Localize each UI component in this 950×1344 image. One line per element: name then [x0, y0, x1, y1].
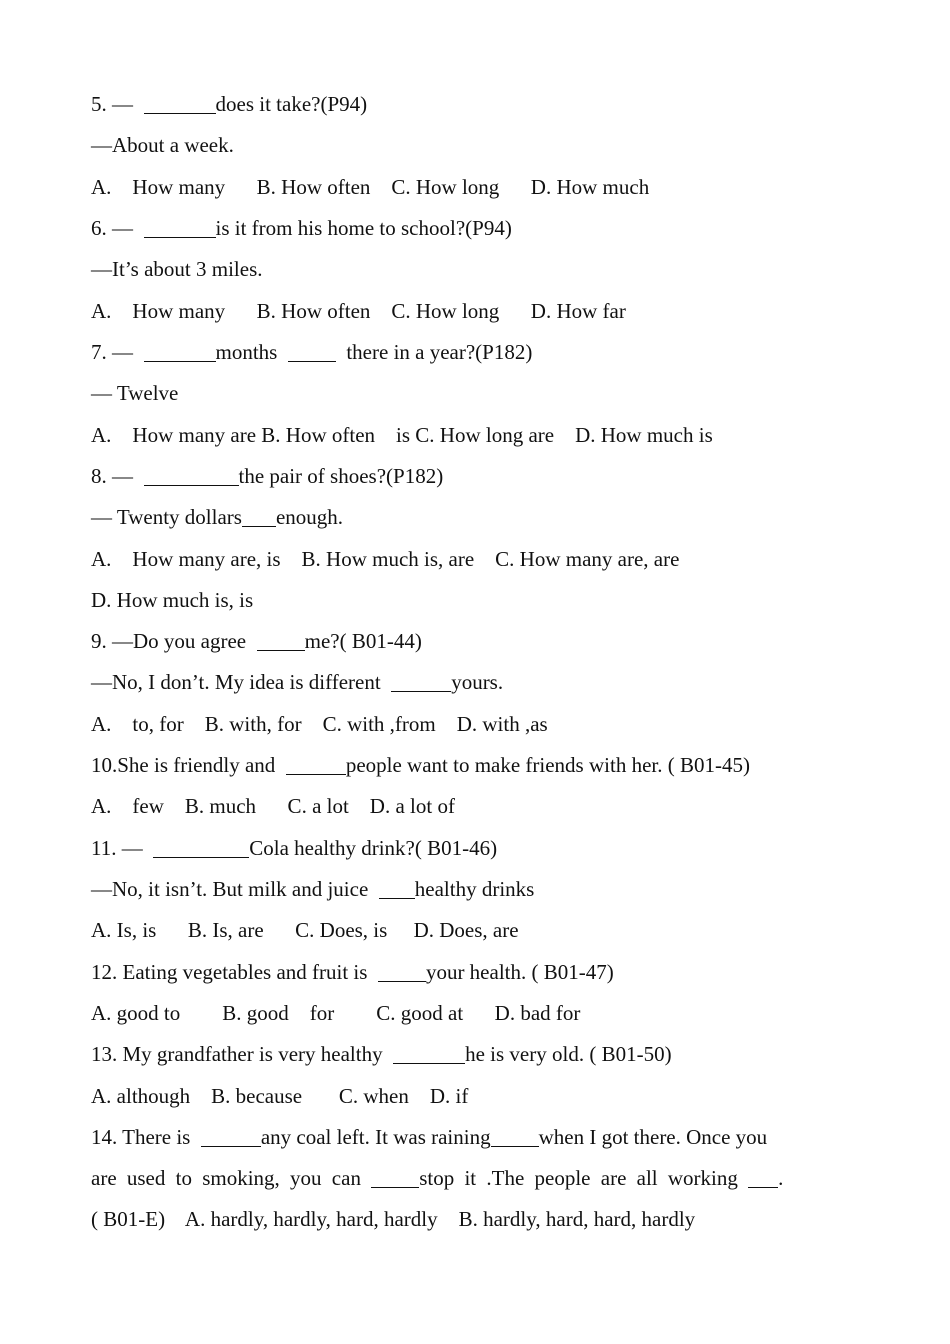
question-12	[91, 960, 614, 984]
question-stem: are used to smoking, you can	[91, 1166, 372, 1190]
question-stem: there in a year?(P182)	[335, 340, 533, 364]
question-11	[91, 836, 497, 860]
question-12-options: A. good to B. good for C. good at D. bad for	[91, 1001, 581, 1025]
question-5	[91, 92, 367, 116]
answer-blank[interactable]	[748, 1167, 778, 1188]
question-14-cont	[91, 1166, 783, 1190]
answer-blank[interactable]	[144, 465, 239, 486]
question-stem: is it from his home to school?(P94)	[215, 216, 512, 240]
question-7-options: A. How many are B. How often is C. How long are D. How much is	[91, 423, 713, 447]
question-9	[91, 629, 422, 653]
question-14-options: ( B01-E) A. hardly, hardly, hard, hardly B. hardly, hard, hard, hardly	[91, 1207, 696, 1231]
question-13-options: A. although B. because C. when D. if	[91, 1084, 469, 1108]
answer-text: yours.	[451, 670, 504, 694]
question-9-answer	[91, 670, 503, 694]
question-number: 14. There is	[91, 1125, 201, 1149]
question-stem: does it take?(P94)	[215, 92, 368, 116]
question-stem: he is very old. ( B01-50)	[465, 1042, 672, 1066]
answer-blank[interactable]	[371, 1167, 419, 1188]
question-stem: stop it .The people are all working	[419, 1166, 749, 1190]
question-8-options: A. How many are, is B. How much is, are C. How many are, are	[91, 547, 680, 571]
question-stem: the pair of shoes?(P182)	[238, 464, 444, 488]
question-number: 6. —	[91, 216, 144, 240]
answer-text: healthy drinks	[414, 877, 535, 901]
answer-blank[interactable]	[242, 506, 276, 527]
answer-text: —No, it isn’t. But milk and juice	[91, 877, 379, 901]
question-7	[91, 340, 532, 364]
answer-blank[interactable]	[391, 671, 451, 692]
question-8-options-cont: D. How much is, is	[91, 588, 254, 612]
question-number: 13. My grandfather is very healthy	[91, 1042, 394, 1066]
answer-blank[interactable]	[144, 341, 216, 362]
question-9-options: A. to, for B. with, for C. with ,from D. with ,as	[91, 712, 548, 736]
answer-blank[interactable]	[286, 754, 346, 775]
answer-blank[interactable]	[393, 1043, 465, 1064]
question-10-options: A. few B. much C. a lot D. a lot of	[91, 794, 455, 818]
question-number: 8. —	[91, 464, 144, 488]
question-number: 9. —Do you agree	[91, 629, 257, 653]
answer-blank[interactable]	[144, 217, 216, 238]
answer-blank[interactable]	[144, 93, 216, 114]
question-13	[91, 1042, 672, 1066]
question-11-answer	[91, 877, 534, 901]
question-5-answer: —About a week.	[91, 133, 234, 157]
answer-blank[interactable]	[201, 1126, 261, 1147]
question-10	[91, 753, 750, 777]
question-stem: people want to make friends with her. ( B01-45)	[345, 753, 750, 777]
question-11-options: A. Is, is B. Is, are C. Does, is D. Does, are	[91, 918, 519, 942]
question-stem: .	[778, 1166, 784, 1190]
question-number: 7. —	[91, 340, 144, 364]
question-8-answer	[91, 505, 343, 529]
question-stem: me?( B01-44)	[304, 629, 422, 653]
answer-text: enough.	[275, 505, 344, 529]
question-7-answer: — Twelve	[91, 381, 179, 405]
answer-text: — Twenty dollars	[91, 505, 242, 529]
question-8	[91, 464, 443, 488]
answer-blank[interactable]	[257, 630, 305, 651]
answer-blank[interactable]	[491, 1126, 539, 1147]
question-6-answer: —It’s about 3 miles.	[91, 257, 263, 281]
question-6	[91, 216, 512, 240]
question-stem: Cola healthy drink?( B01-46)	[249, 836, 498, 860]
question-number: 10.She is friendly and	[91, 753, 286, 777]
question-14	[91, 1125, 767, 1149]
answer-blank[interactable]	[153, 837, 249, 858]
question-number: 12. Eating vegetables and fruit is	[91, 960, 378, 984]
answer-text: —No, I don’t. My idea is different	[91, 670, 392, 694]
answer-blank[interactable]	[288, 341, 336, 362]
answer-blank[interactable]	[378, 961, 426, 982]
question-stem: any coal left. It was raining	[260, 1125, 491, 1149]
question-number: 11. —	[91, 836, 154, 860]
question-number: 5. —	[91, 92, 144, 116]
answer-blank[interactable]	[379, 878, 415, 899]
question-stem: months	[215, 340, 288, 364]
question-6-options: A. How many B. How often C. How long D. How far	[91, 299, 626, 323]
question-stem: when I got there. Once you	[538, 1125, 768, 1149]
question-5-options: A. How many B. How often C. How long D. How much	[91, 175, 650, 199]
question-stem: your health. ( B01-47)	[425, 960, 614, 984]
